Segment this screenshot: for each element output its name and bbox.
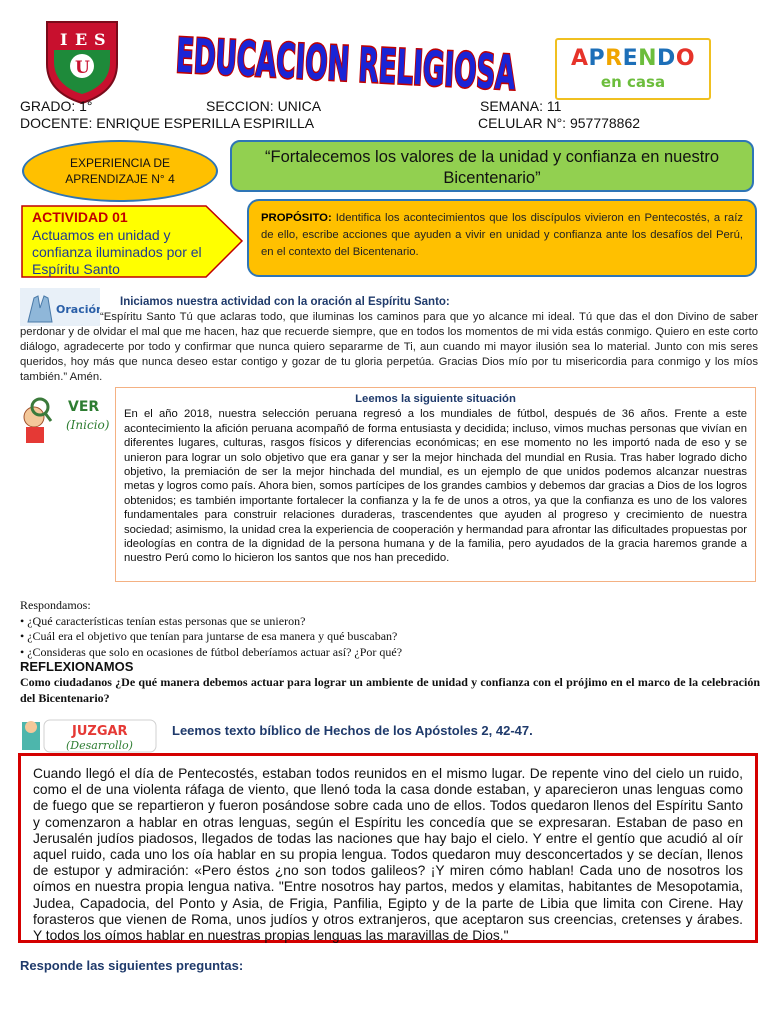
question-1: • ¿Qué características tenían estas personas que se unieron? <box>20 613 306 628</box>
aprendo-en-casa-logo <box>555 38 711 100</box>
aprendo-logo-top: APRENDO <box>570 46 696 71</box>
reflexionamos-title: REFLEXIONAMOS <box>20 659 134 674</box>
celular-label: CELULAR N°: 957778862 <box>478 115 641 131</box>
bible-text-box: Cuando llegó el día de Pentecostés, estaban todos reunidos en el mismo lugar. De repente vino del cielo un ruido, como el de una violenta ráfaga de viento, que llenó toda la casa donde estaban, y aparecieron unas lenguas como de fuego que se repartieron y fueron posándose sobre cada uno de ellos. Todos quedaron llenos del Espíritu Santo y comenzaron a hablar en otras lenguas, según el Espíritu les concedía que se expresaran. Estaban de paso en Jerusalén judíos piadosos, llegados de todas las naciones que hay bajo el cielo. Y entre el gentío que acudió al oír aquel ruido, cada uno los oía hablar en su propia lengua. Todos quedaron muy desconcertados y se decían, llenos de estupor y admiración: «Pero éstos ¿no son todos galileos? ¡Y miren cómo hablan! Cada uno de nosotros los oímos en nuestra propia lengua nativa. "Entre nosotros hay partos, medos y elamitas, habitantes de Mesopotamia, Judea, Capadocia, del Ponto y Asia, de Frigia, Panfilia, Egipto y de la parte de Libia que limita con Cirene. Hay forasteros que vienen de Roma, unos judíos y otros extranjeros, que aceptaron sus creencias, cretenses y árabes. Y todos los oímos hablar en nuestras propias lenguas las maravillas de Dios." <box>18 753 758 943</box>
experiencia-line2: APRENDIZAJE N° 4 <box>65 172 175 186</box>
svg-text:Oración: Oración <box>56 303 100 316</box>
reflexion-question: Como ciudadanos ¿De qué manera debemos actuar para lograr un ambiente de unidad y confianza con el prójimo en el marco de la celebración del Bicentenario? <box>20 675 760 705</box>
school-logo <box>42 18 122 104</box>
respondamos-block <box>20 598 760 660</box>
logo-letter-s: S <box>94 30 106 49</box>
logo-letter-i: I <box>60 30 68 49</box>
aprendo-logo-bottom: en casa <box>600 73 666 91</box>
situacion-text: En el año 2018, nuestra selección peruana regresó a los mundiales de fútbol, después de 36 años. Frente a este acontecimiento la afición peruana acompañó de forma entusiasta y decidida; incluso, vimos muchas personas que vivían en diferentes lugares, culturas, rasgos físicos y diferencias económicas; en ese momento no les importó nada de eso y se unieron para lograr un solo objetivo que era ganar y ser la mejor hinchada del mundial en Rusia. Tras haber logrado dicho objetivo, la premiación de ser la mejor hinchada del mundial, es un ejemplo de que unidos podemos alcanzar nuestras metas y logros como país. Ahora bien, somos partícipes de los grandes cambios y debemos dar gracias a Dios de los logros obtenidos; es también importante fortalecer la confianza y la fe de unos a otros, ya que la confianza es uno de los valores fundamentales para construir relaciones duraderas, trascendentes que ayuden al progreso y crecimiento de nuestra sociedad; asimismo, la unidad crea la experiencia de cooperación y hermandad para afrontar las dificultades propuestas por ideologías en contra de la dignidad de la persona humana y de la familia, pero ayudados de la gracia haremos grande a nuestro Perú como lo hicieron los santos que nos han precedido. <box>124 408 747 565</box>
grado-label: GRADO: 1° <box>20 98 93 114</box>
svg-text:JUZGAR: JUZGAR <box>72 724 128 739</box>
actividad-title: ACTIVIDAD 01 <box>32 209 128 225</box>
semana-label: SEMANA: 11 <box>480 98 562 114</box>
svg-text:(Inicio): (Inicio) <box>66 418 110 432</box>
juzgar-badge <box>20 718 160 754</box>
seccion-label: SECCION: UNICA <box>206 98 322 114</box>
responde-heading: Responde las siguientes preguntas: <box>20 958 244 973</box>
logo-letter-e: E <box>75 30 88 49</box>
proposito-label: PROPÓSITO: <box>261 212 332 224</box>
respondamos-title: Respondamos: <box>20 598 91 612</box>
proposito-text: Identifica los acontecimientos que los discípulos vivieron en Pentecostés, a raíz de ello, escribe acciones que ayuden a vivir en unidad y confianza ante los desafíos del Perú, en el contexto del Bicentenario. <box>261 212 744 258</box>
oracion-body: “Espíritu Santo Tú que aclaras todo, que iluminas los caminos para que yo alcance mi ideal. Tú que das el don Divino de saber perdonar y de olvidar el mal que me hacen, haz que recuerde siempre, que en todos los momentos de mi vida estás conmigo. Quiero en este corto diálogo, agradecerte por todo y confirmar que nunca quiero separarme de Ti, aun cuando mi mayor ilusión sea lo material. Junto con mis seres queridos, hoy más que nunca deseo estar contigo y gozar de tu gloria perpetúa. Gracias Dios mío por tu misericordia para conmigo y los míos también.” Amén. <box>20 311 758 383</box>
hechos-heading: Leemos texto bíblico de Hechos de los Apóstoles 2, 42-47. <box>172 723 533 738</box>
logo-letter-u: U <box>75 58 90 78</box>
proposito-box <box>247 199 757 277</box>
situacion-heading: Leemos la siguiente situación <box>355 393 516 405</box>
experiencia-badge <box>22 140 218 202</box>
theme-banner: “Fortalecemos los valores de la unidad y confianza en nuestro Bicentenario” <box>230 140 754 192</box>
experiencia-line1: EXPERIENCIA DE <box>69 156 171 170</box>
question-3: • ¿Consideras que solo en ocasiones de fútbol deberíamos actuar así? ¿Por qué? <box>20 644 403 659</box>
magnifier-kid-icon <box>24 399 51 443</box>
actividad-text: Actuamos en unidad y confianza iluminados por el Espíritu Santo <box>32 227 202 277</box>
oracion-text <box>20 310 758 385</box>
svg-text:EDUCACION RELIGIOSA: EDUCACION RELIGIOSA <box>174 28 525 110</box>
oracion-heading: Iniciamos nuestra actividad con la oración al Espíritu Santo: <box>120 296 450 308</box>
docente-label: DOCENTE: ENRIQUE ESPERILLA ESPIRILLA <box>20 115 315 131</box>
question-2: • ¿Cuál era el objetivo que tenían para juntarse de esa manera y qué buscaban? <box>20 629 398 644</box>
svg-text:VER: VER <box>68 399 100 415</box>
ver-badge <box>20 391 115 445</box>
situacion-box <box>115 387 756 582</box>
svg-text:(Desarrollo): (Desarrollo) <box>66 739 133 752</box>
